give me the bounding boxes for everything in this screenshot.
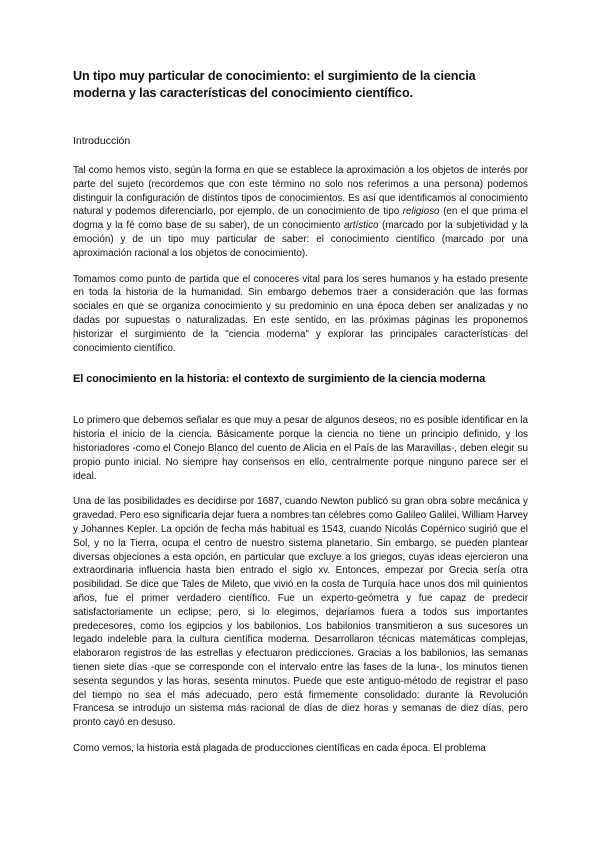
intro-p1-emph-religioso: religioso (402, 206, 440, 218)
intro-p1-text-c: (en el que prima el dogma y la fé como base de su saber), de un conocimiento (73, 206, 528, 232)
intro-paragraph-2: Tomamos como punto de partida que el conoceres vital para los seres humanos y ha estado presente en toda la historia de la humanidad. Sin embargo debemos traer a consideración que las formas sociales en que se organiza conocimiento y su predominio en una época deben ser analizadas y no dadas por supuestas o naturalizadas. En este sentido, en las próximas páginas les proponemos historizar el surgimiento de la "ciencia moderna" y explorar las principales características del conocimiento científico. (73, 273, 528, 354)
section-paragraph-3: Como vemos, la historia está plagada de producciones científicas en cada época. El problema (73, 742, 486, 754)
intro-paragraph-1 (73, 164, 528, 261)
intro-p1-emph-artistico: artístico (343, 220, 379, 232)
section-paragraph-2: Una de las posibilidades es decidirse por 1687, cuando Newton publicó su gran obra sobre mecánica y gravedad. Pero eso significaría dejar fuera a nombres tan célebres como Galileo Galilei, William Harvey y Johannes Kepler. La opción de fecha más habitual es 1543, cuando Nicolás Copérnico sugirió que el Sol, y no la Tierra, ocupa el centro de nuestro sistema planetario. Sin embargo, se pueden plantear diversas objeciones a esta opción, en particular que excluye a los griegos, cuyas ideas ejercieron una extraordinaria influencia hasta bien entrado el siglo xv. Entonces, empezar por Grecia sería otra posibilidad. Se dice que Tales de Mileto, que vivió en la costa de Turquía hace unos dos mil quinientos años, fue el primer verdadero científico. Fue un experto-geómetra y fue capaz de predecir satisfactoriamente un eclipse; pero, si lo elegimos, dejaríamos fuera a todos sus importantes predecesores, como los egipcios y los babilonios. Los babilonios transmitieron a sus sucesores un legado indeleble para la cultura científica moderna. Desarrollaron técnicas matemáticas complejas, elaboraron registros de las estrellas y efectuaron predicciones. Gracias a los babilonios, las semanas tienen siete días -que se corresponde con el intervalo entre las fases de la luna-, los minutos tienen sesenta segundos y las horas, sesenta minutos. Puede que este antiguo-método de registrar el paso del tiempo no sea el más adecuado, pero está firmemente consolidado: durante la Revolución Francesa se introdujo un sistema más racional de días de diez horas y semanas de diez días, pero pronto cayó en desuso. (73, 496, 528, 729)
section-label-introduccion: Introducción (73, 135, 131, 147)
intro-p1-text-a: Tal como hemos visto, según la forma en que se establece la aproximación a los objetos de interés por parte del sujeto (recordemos que con este término no solo nos referimos a una persona) podemos distinguir la configuración de distintos tipos de conocimientos. Es así que identificamos al conocimiento natural y podemos diferenciarlo, por ejemplo, de un conocimiento de tipo (73, 165, 528, 218)
section-heading: El conocimiento en la historia: el contexto de surgimiento de la ciencia moderna (73, 373, 486, 386)
document-title: Un tipo muy particular de conocimiento: el surgimiento de la ciencia moderna y las características del conocimiento científico. (73, 69, 476, 100)
section-paragraph-1: Lo primero que debemos señalar es que muy a pesar de algunos deseos, no es posible identificar en la historia el inicio de la ciencia. Básicamente porque la ciencia no tiene un principio definido, y los historiadores -como el Conejo Blanco del cuento de Alicia en el País de las Maravillas-, deben elegir su propio punto inicial. No siempre hay consensos en ello, centralmente porque ninguno parece ser el ideal. (73, 415, 528, 482)
intro-p1-text-e: (marcado por la subjetividad y la emoción) y de un tipo muy particular de saber: el conocimiento científico (marcado por una aproximación racional a los objetos de conocimiento). (73, 220, 528, 259)
